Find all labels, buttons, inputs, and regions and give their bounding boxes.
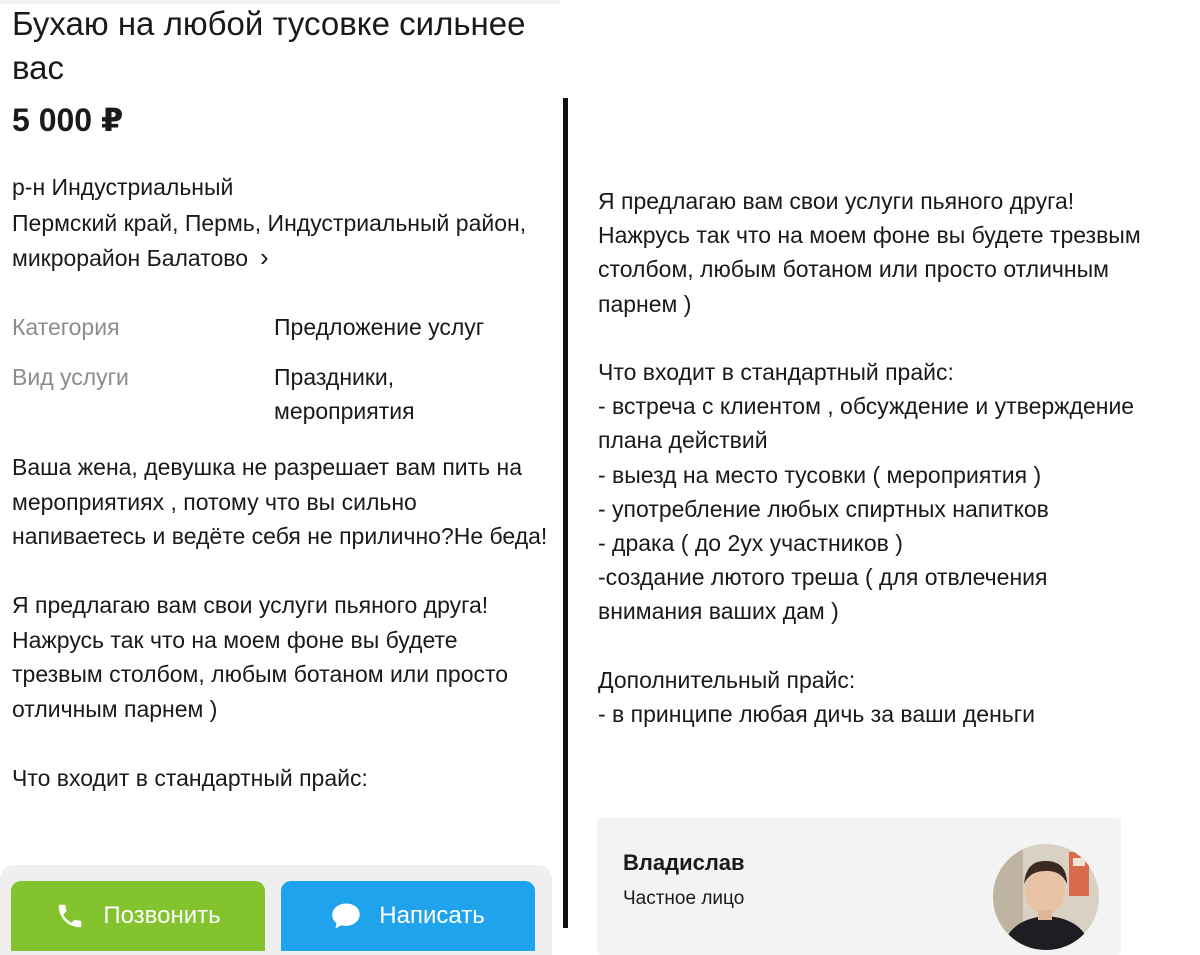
listing-screen-left <box>0 0 560 955</box>
listing-price: 5 000 ₽ <box>12 102 124 138</box>
avatar[interactable] <box>993 844 1099 950</box>
listing-description-continued: Я предлагаю вам свои услуги пьяного друга! Нажрусь так что на моем фоне вы будете трезвым столбом, любым ботаном или просто отличным парнем ) Что входит в стандартный прайс: - встреча с клиентом , обсуждение и утверждение плана действий - выезд на место тусовки ( мероприятия ) - употребление любых спиртных напитков - драка ( до 2ух участников ) -создание лютого треша ( для отвлечения внимания ваших дам ) Дополнительный прайс: - в принципе любая дичь за ваши деньги <box>598 188 1141 728</box>
chevron-right-icon: › <box>260 242 269 272</box>
param-label-category: Категория <box>12 314 120 340</box>
listing-description: Ваша жена, девушка не разрешает вам пить на мероприятиях , потому что вы сильно напиваетесь и ведёте себя не прилично?Не беда! Я предлагаю вам свои услуги пьяного друга! Нажрусь так что на моем фоне вы будете трезвым столбом, любым ботаном или просто отличным парнем ) Что входит в стандартный прайс: <box>12 454 548 791</box>
call-button[interactable] <box>11 881 265 951</box>
write-button-label: Написать <box>379 902 485 929</box>
listing-address-text: Пермский край, Пермь, Индустриальный район, микрорайон Балатово <box>12 210 527 271</box>
call-button-label: Позвонить <box>103 902 221 929</box>
chat-bubble-icon <box>331 902 361 930</box>
listing-address[interactable] <box>12 206 532 275</box>
screenshot-divider <box>563 98 568 928</box>
listing-title: Бухаю на любой тусовке сильнее вас <box>12 5 526 86</box>
seller-type: Частное лицо <box>623 888 745 909</box>
param-value-category: Предложение услуг <box>274 314 485 340</box>
seller-name: Владислав <box>623 850 745 875</box>
write-button[interactable] <box>281 881 535 951</box>
seller-card[interactable] <box>597 818 1121 955</box>
phone-icon <box>55 901 85 931</box>
param-label-service-type: Вид услуги <box>12 364 129 390</box>
listing-district: р-н Индустриальный <box>12 174 234 200</box>
param-value-service-type: Праздники, мероприятия <box>274 364 415 424</box>
